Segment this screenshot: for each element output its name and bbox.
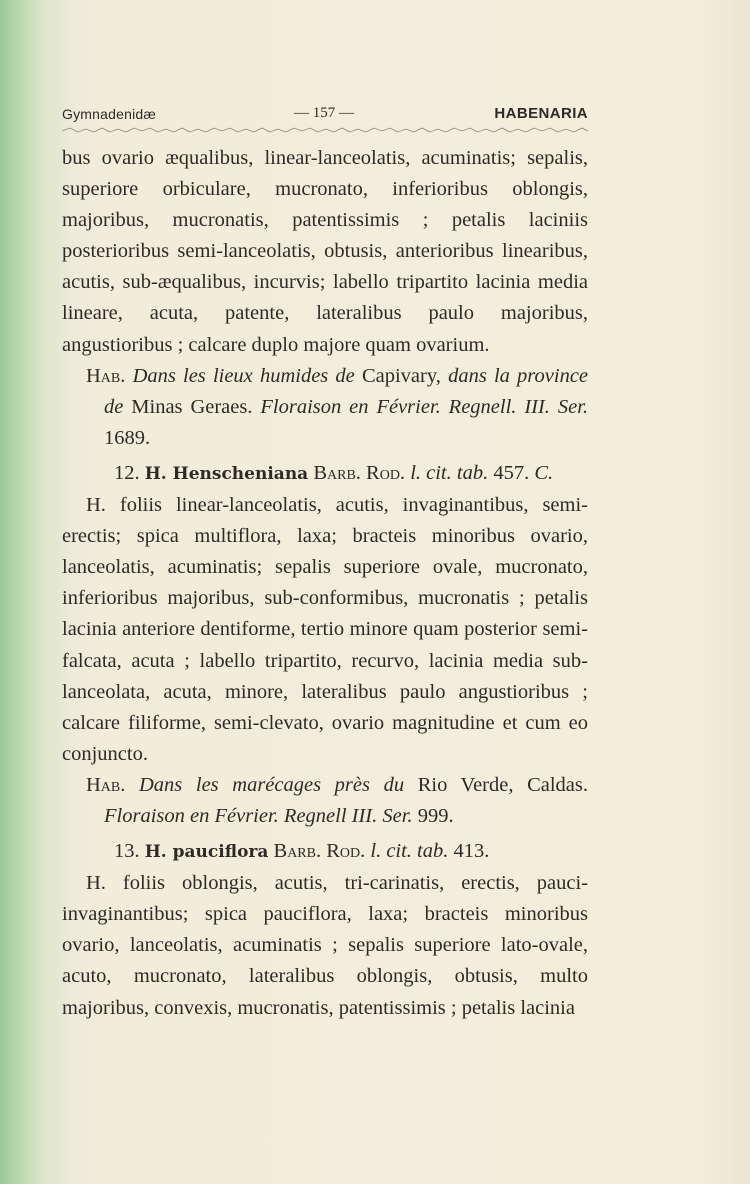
habitat-place: Capivary, bbox=[361, 364, 441, 387]
description-paragraph-2: H. foliis linear-lanceolatis, acutis, invaginantibus, semi-erectis; spica multiflora, laxa; bracteis minoribus ovario, lanceolatis, acuminatis; sepalis superiore ovale, mucronato, inferioribus majoribus, sub-conformibus, mucronatis ; petalis lacinia anteriore dentiforme, tertio minore quam posterior semi-falcata, acuta ; labello tripartito, recurvo, lacinia media sub-lanceolata, acuta, minore, lateralibus paulo angustioribus ; calcare filiforme, semi-clevato, ovario magnitudine et cum eo conjuncto. bbox=[62, 494, 588, 765]
species-author: Barb. Rod. bbox=[273, 840, 366, 863]
habitat-italic-text: dans la province de bbox=[104, 364, 589, 418]
plate-reference: 413. bbox=[453, 840, 490, 863]
habitat-note-1 bbox=[62, 361, 588, 454]
habitat-note-2 bbox=[62, 770, 588, 832]
header-genus-name: HABENARIA bbox=[494, 105, 588, 122]
habitat-region: Minas Geraes. bbox=[131, 395, 253, 418]
plate-letter: C. bbox=[534, 461, 554, 484]
citation-italic: l. cit. tab. bbox=[410, 461, 489, 484]
flowering-note: Floraison en Février. Regnell. III. Ser. bbox=[260, 395, 589, 418]
habitat-place: Rio Verde, Caldas. bbox=[417, 773, 589, 796]
flowering-note: Floraison en Février. Regnell III. Ser. bbox=[104, 804, 413, 827]
species-author: Barb. Rod. bbox=[313, 461, 406, 484]
header-family-name: Gymnadenidæ bbox=[62, 106, 157, 122]
description-paragraph-1: bus ovario æqualibus, linear-lanceolatis, acuminatis; sepalis, superiore orbiculare, mucronato, inferioribus oblongis, majoribus, mucronatis, patentissimis ; petalis laciniis posterioribus semi-lanceolatis, obtusis, anterioribus linearibus, acutis, sub-æqualibus, incurvis; labello tripartito lacinia media lineare, acuta, patente, lateralibus paulo majoribus, angustioribus ; calcare duplo majore quam ovarium. bbox=[62, 147, 588, 356]
description-paragraph-3: H. foliis oblongis, acutis, tri-carinatis, erectis, pauci-invaginantibus; spica pauciflora, laxa; bracteis minoribus ovario, lanceolatis, acuminatis ; sepalis superiore lato-ovale, acuto, mucronato, lateralibus oblongis, obtusis, multo majoribus, convexis, mucronatis, patentissimis ; petalis lacinia bbox=[62, 872, 588, 1019]
species-number: 12. bbox=[114, 461, 140, 484]
species-name: H. pauciflora bbox=[144, 842, 269, 863]
plate-reference: 457. bbox=[493, 461, 530, 484]
ornamental-rule bbox=[62, 126, 588, 136]
species-heading-13 bbox=[62, 836, 588, 868]
running-header bbox=[62, 104, 588, 128]
body-text bbox=[62, 143, 588, 1024]
species-heading-12 bbox=[62, 458, 588, 490]
habitat-label: Hab. bbox=[86, 364, 126, 387]
habitat-italic-text: Dans les lieux humides de bbox=[132, 364, 355, 387]
species-name: H. Henscheniana bbox=[144, 463, 309, 484]
specimen-number: 999. bbox=[417, 804, 454, 827]
habitat-label: Hab. bbox=[86, 773, 126, 796]
citation-italic: l. cit. tab. bbox=[370, 840, 449, 863]
page-number: — 157 — bbox=[294, 105, 354, 121]
specimen-number: 1689. bbox=[104, 426, 151, 449]
species-number: 13. bbox=[114, 840, 140, 863]
habitat-italic-text: Dans les marécages près du bbox=[139, 773, 405, 796]
